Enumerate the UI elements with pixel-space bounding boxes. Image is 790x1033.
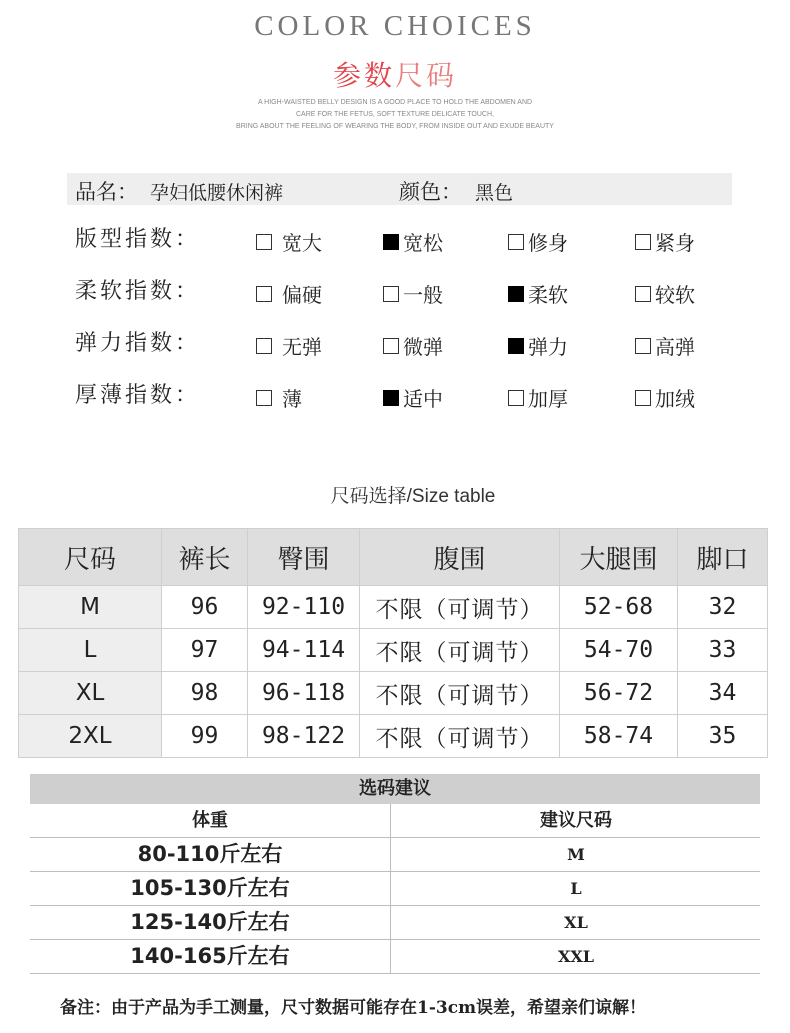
- size-cell: L: [19, 629, 162, 672]
- size-cell: 96-118: [248, 672, 360, 715]
- size-cell: 54-70: [560, 629, 678, 672]
- index-option-label: 一般: [403, 283, 443, 307]
- advice-row: [30, 906, 760, 940]
- checked-box-icon: [383, 234, 399, 250]
- size-table: [18, 528, 768, 758]
- index-option-label: 弹力: [528, 335, 568, 359]
- size-header-cell: 臀围: [248, 529, 360, 586]
- index-option-label: 偏硬: [282, 283, 322, 307]
- index-option-label: 加绒: [655, 387, 695, 411]
- advice-size: XXL: [390, 940, 761, 973]
- advice-header-weight: 体重: [192, 810, 228, 831]
- table-row: [19, 629, 768, 672]
- index-option: [383, 383, 443, 412]
- product-color-value: 黑色: [475, 182, 514, 204]
- size-cell: 52-68: [560, 586, 678, 629]
- index-option: [256, 331, 322, 360]
- index-label: 弹力指数：: [75, 331, 201, 356]
- index-option-label: 高弹: [655, 335, 695, 359]
- size-header-cell: 脚口: [678, 529, 768, 586]
- index-option-label: 微弹: [403, 335, 443, 359]
- unchecked-box-icon: [256, 390, 272, 406]
- index-label: 厚薄指数：: [75, 383, 201, 408]
- size-cell: XL: [19, 672, 162, 715]
- size-cell: M: [19, 586, 162, 629]
- tagline-line-1: A HIGH-WAISTED BELLY DESIGN IS A GOOD PLACE TO HOLD THE ABDOMEN AND: [257, 99, 533, 106]
- title-english: COLOR CHOICES: [254, 10, 536, 42]
- index-option-label: 适中: [403, 387, 443, 411]
- tagline-line-2: CARE FOR THE FETUS, SOFT TEXTURE DELICATE TOUCH,: [296, 111, 494, 118]
- index-option: [508, 227, 568, 256]
- size-cell: 33: [678, 629, 768, 672]
- index-option: [635, 279, 695, 308]
- index-option: [508, 279, 568, 308]
- title-chinese-part1: 参数: [332, 59, 395, 92]
- table-row: [19, 672, 768, 715]
- product-color-label: 颜色：: [399, 180, 462, 204]
- index-option: [635, 383, 695, 412]
- checked-box-icon: [508, 286, 524, 302]
- index-option-label: 宽大: [282, 231, 322, 255]
- size-cell: 32: [678, 586, 768, 629]
- size-cell: 34: [678, 672, 768, 715]
- advice-weight: 105-130斤左右: [130, 876, 290, 900]
- index-option: [256, 383, 302, 412]
- index-option-label: 修身: [528, 231, 568, 255]
- table-row: [19, 715, 768, 758]
- size-header-cell: 大腿围: [560, 529, 678, 586]
- index-option-label: 无弹: [282, 335, 322, 359]
- index-option-label: 柔软: [528, 283, 568, 307]
- advice-weight: 125-140斤左右: [130, 910, 290, 934]
- advice-size: XL: [390, 906, 761, 939]
- index-option-label: 宽松: [403, 231, 443, 255]
- unchecked-box-icon: [383, 338, 399, 354]
- unchecked-box-icon: [635, 338, 651, 354]
- advice-header-size: 建议尺码: [390, 804, 761, 837]
- index-option: [256, 227, 322, 256]
- index-option: [383, 331, 443, 360]
- size-cell: 97: [162, 629, 248, 672]
- unchecked-box-icon: [256, 286, 272, 302]
- advice-row: [30, 872, 760, 906]
- size-table-header: [19, 529, 768, 586]
- advice-header-row: [30, 804, 760, 838]
- footnote: 备注：由于产品为手工测量，尺寸数据可能存在1-3cm误差，希望亲们谅解！: [60, 998, 647, 1018]
- index-option: [635, 227, 695, 256]
- index-option: [508, 383, 568, 412]
- advice-row: [30, 838, 760, 872]
- product-info-bar: [67, 173, 732, 205]
- checked-box-icon: [508, 338, 524, 354]
- index-option: [635, 331, 695, 360]
- size-caption-cn: 尺码选择: [330, 485, 407, 507]
- index-option: [508, 331, 568, 360]
- index-option: [256, 279, 322, 308]
- size-cell: 不限（可调节）: [360, 672, 560, 715]
- size-cell: 98-122: [248, 715, 360, 758]
- size-cell: 99: [162, 715, 248, 758]
- index-label: 版型指数：: [75, 227, 201, 252]
- size-cell: 不限（可调节）: [360, 586, 560, 629]
- index-option-label: 加厚: [528, 387, 568, 411]
- size-cell: 35: [678, 715, 768, 758]
- unchecked-box-icon: [635, 390, 651, 406]
- index-option-label: 薄: [282, 387, 302, 411]
- size-cell: 56-72: [560, 672, 678, 715]
- unchecked-box-icon: [635, 286, 651, 302]
- advice-weight: 140-165斤左右: [130, 944, 290, 968]
- size-header-cell: 裤长: [162, 529, 248, 586]
- size-table-caption: [0, 481, 790, 508]
- index-option-label: 紧身: [655, 231, 695, 255]
- tagline-line-3: BRING ABOUT THE FEELING OF WEARING THE BODY, FROM INSIDE OUT AND EXUDE BEAUTY: [236, 123, 554, 130]
- checked-box-icon: [383, 390, 399, 406]
- size-cell: 不限（可调节）: [360, 629, 560, 672]
- advice-row: [30, 940, 760, 974]
- size-caption-en: /Size table: [406, 486, 496, 507]
- size-header-cell: 腹围: [360, 529, 560, 586]
- title-chinese-part2: 尺码: [395, 59, 458, 92]
- unchecked-box-icon: [256, 338, 272, 354]
- index-option: [383, 227, 443, 256]
- size-cell: 2XL: [19, 715, 162, 758]
- advice-size: L: [390, 872, 761, 905]
- size-cell: 98: [162, 672, 248, 715]
- unchecked-box-icon: [635, 234, 651, 250]
- unchecked-box-icon: [383, 286, 399, 302]
- product-name-value: 孕妇低腰休闲裤: [150, 182, 284, 204]
- index-label: 柔软指数：: [75, 279, 201, 304]
- size-cell: 不限（可调节）: [360, 715, 560, 758]
- unchecked-box-icon: [508, 390, 524, 406]
- unchecked-box-icon: [256, 234, 272, 250]
- index-option: [383, 279, 443, 308]
- size-cell: 96: [162, 586, 248, 629]
- advice-weight: 80-110斤左右: [137, 842, 283, 866]
- size-header-cell: 尺码: [19, 529, 162, 586]
- product-name-label: 品名：: [75, 180, 138, 204]
- size-cell: 94-114: [248, 629, 360, 672]
- index-option-label: 较软: [655, 283, 695, 307]
- size-cell: 92-110: [248, 586, 360, 629]
- size-cell: 58-74: [560, 715, 678, 758]
- title-chinese: [0, 54, 790, 94]
- unchecked-box-icon: [508, 234, 524, 250]
- table-row: [19, 586, 768, 629]
- advice-title: 选码建议: [30, 774, 760, 804]
- advice-size: M: [390, 838, 761, 871]
